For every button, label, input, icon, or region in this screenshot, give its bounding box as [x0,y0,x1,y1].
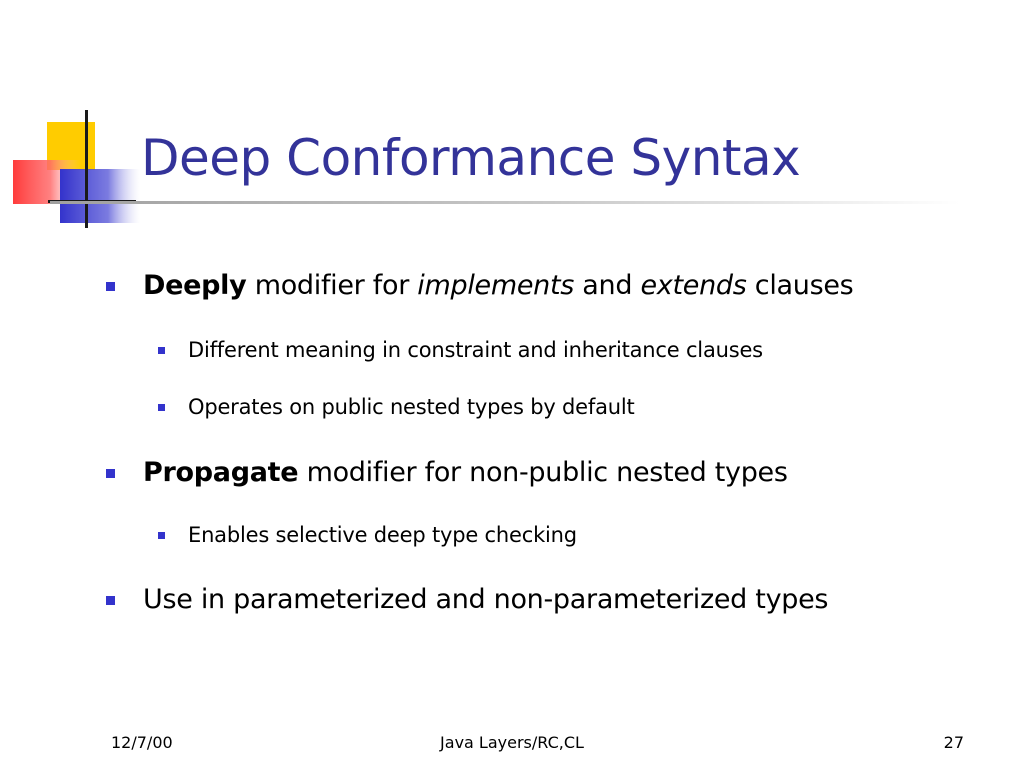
bullet-text-run: Operates on public nested types by default [188,395,635,419]
bullet-item [143,268,853,304]
bullet-text-run: Different meaning in constraint and inheritance clauses [188,338,763,362]
bullet-text-run: clauses [746,270,854,301]
square-bullet-icon [158,404,165,411]
square-bullet-icon [158,532,165,539]
footer-page-number: 27 [943,733,964,752]
bullet-text-run: and [574,270,641,301]
square-bullet-icon [106,282,115,291]
square-bullet-icon [106,469,115,478]
bullet-text-run: modifier for [246,270,418,301]
square-bullet-icon [106,596,115,605]
bullet-item [143,455,788,491]
bullet-text-run: extends [640,270,747,301]
sub-bullet-item [188,393,635,421]
bullet-item [143,582,828,618]
sub-bullet-item [188,521,577,549]
square-bullet-icon [158,347,165,354]
bullet-text-run: modifier for non-public nested types [298,457,788,488]
bullet-text-run: Enables selective deep type checking [188,523,577,547]
bullet-text-run: implements [417,270,575,301]
footer-date: 12/7/00 [111,733,173,752]
sub-bullet-item [188,336,763,364]
bullet-text-run: Propagate [143,457,299,488]
bullet-text-run: Use in parameterized and non-parameterized types [143,584,829,615]
slide-title: Deep Conformance Syntax [141,129,801,187]
bullet-text-run: Deeply [143,270,247,301]
footer-title: Java Layers/RC,CL [440,733,584,752]
